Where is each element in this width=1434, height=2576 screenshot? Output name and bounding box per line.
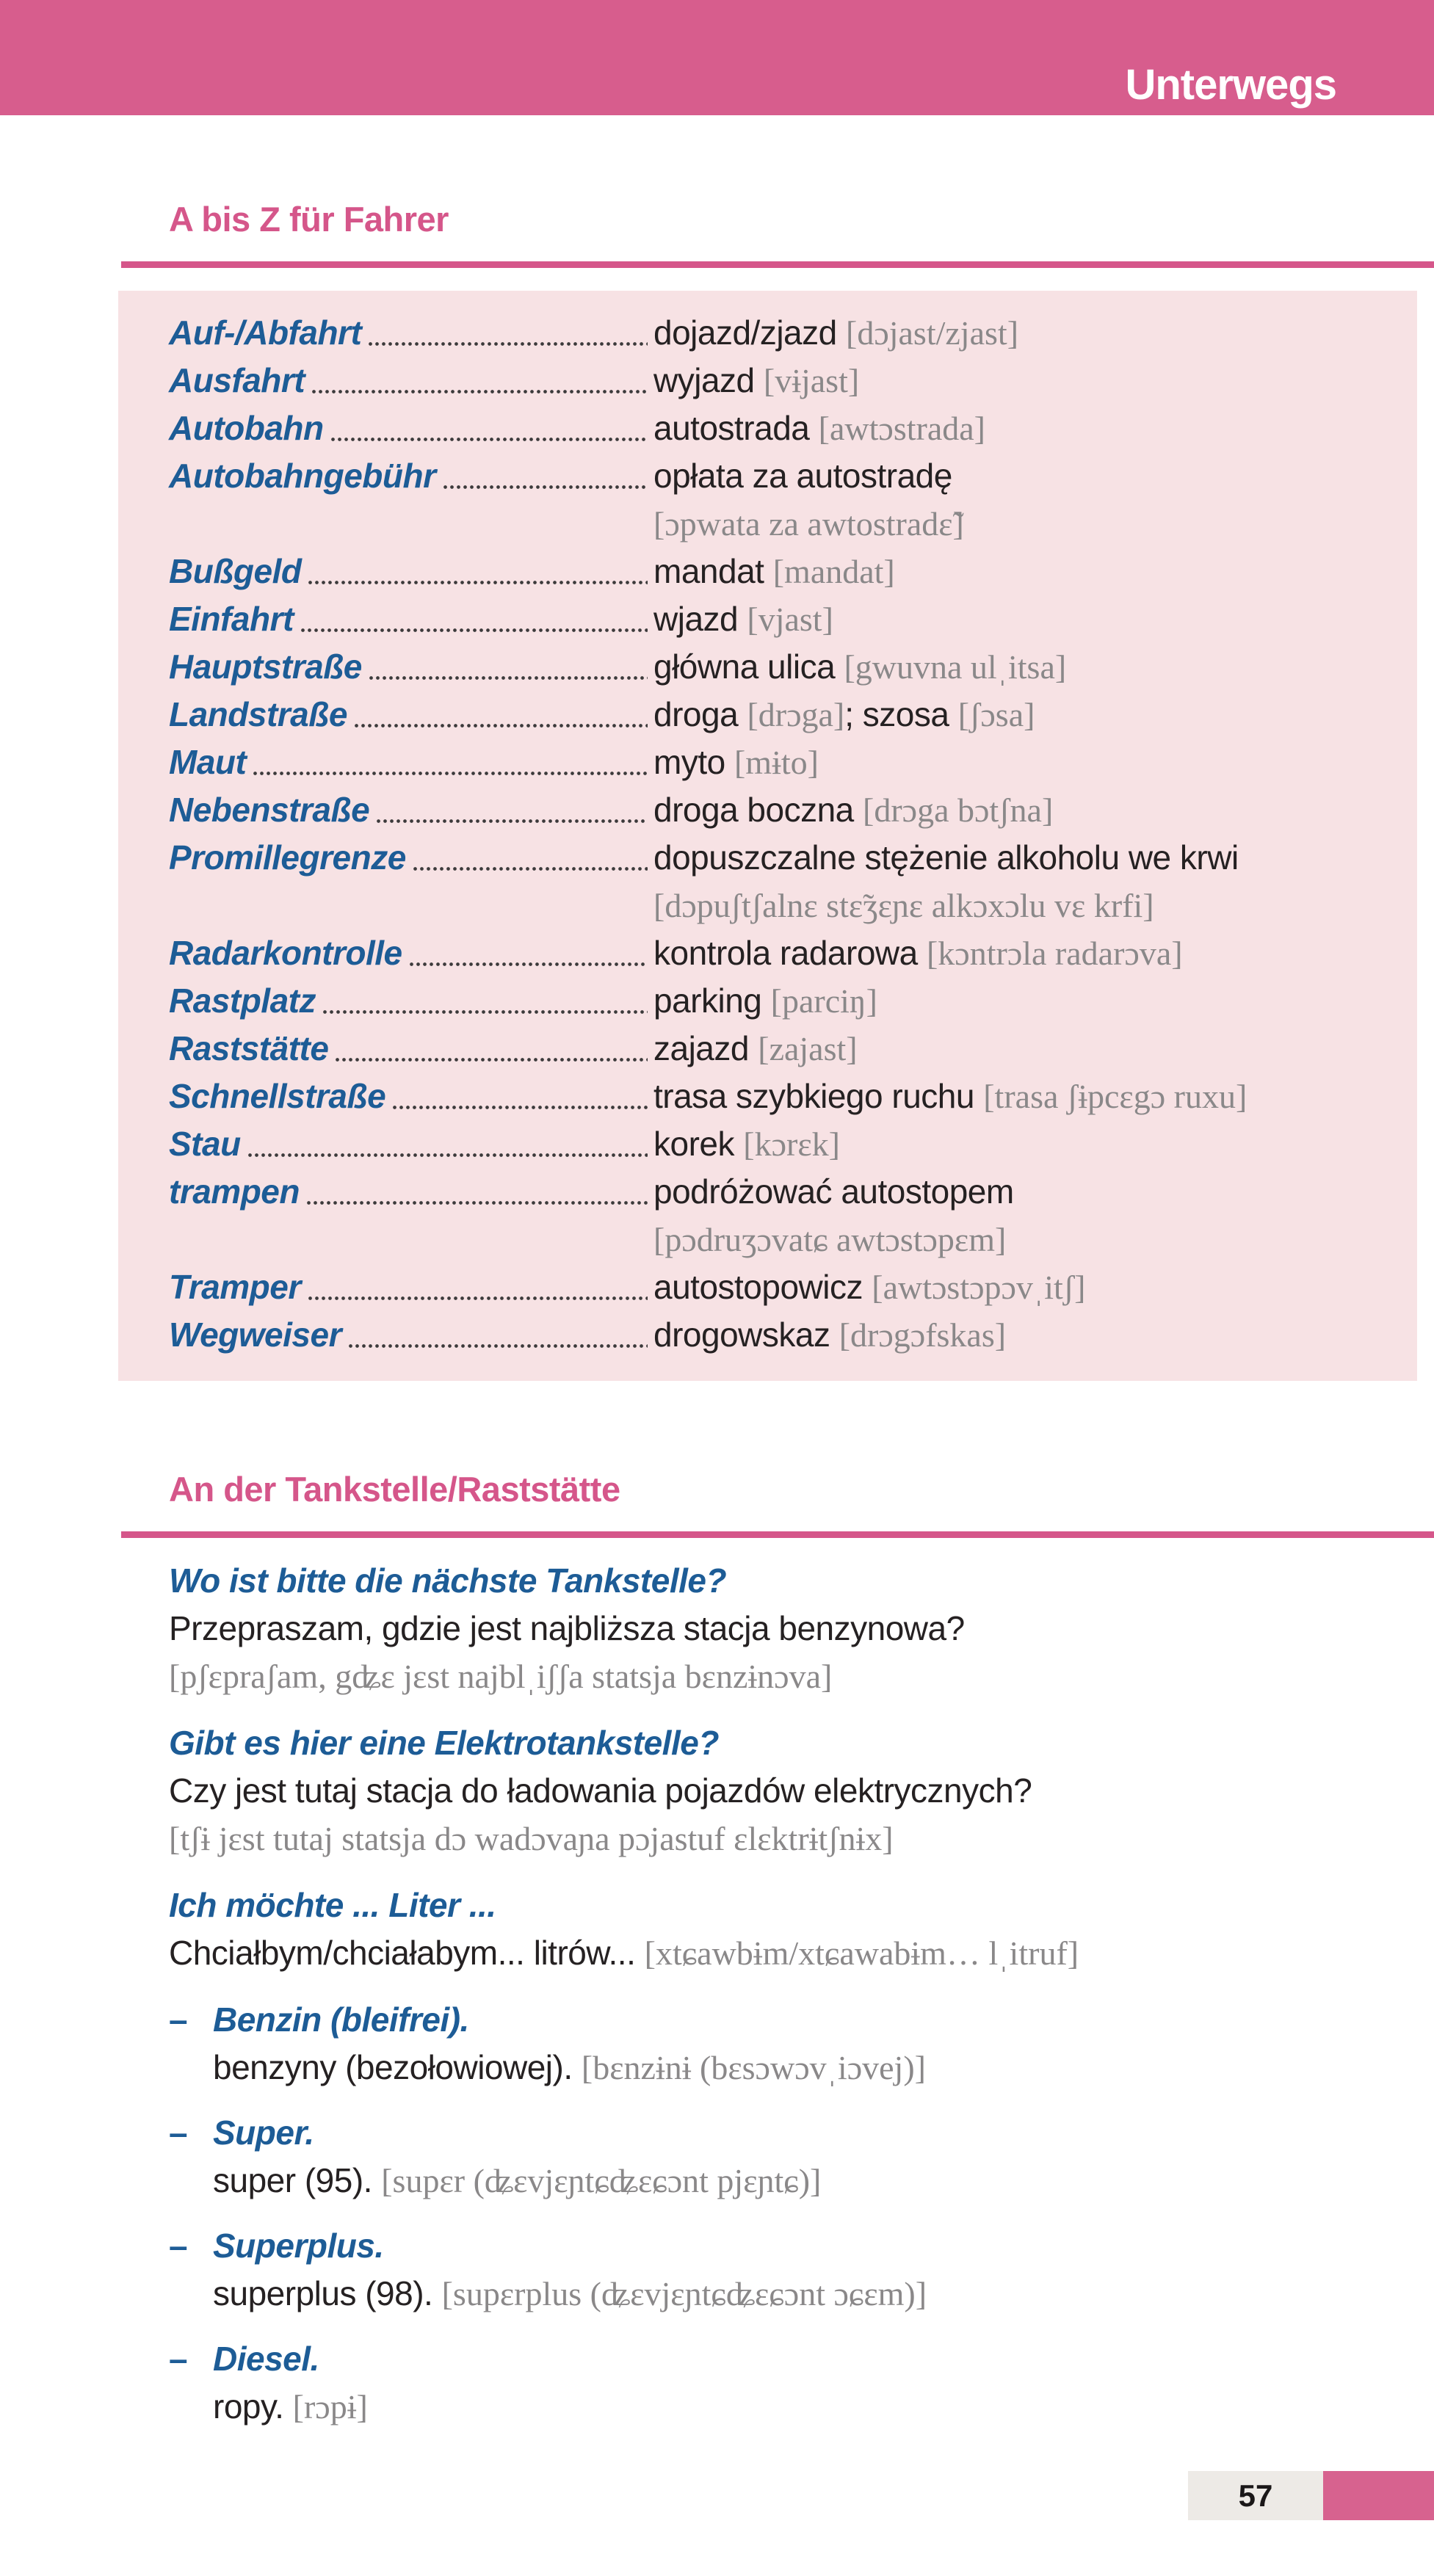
dictionary-box	[118, 291, 1417, 1381]
ipa-text: [mɨto]	[734, 744, 819, 781]
german-term-cell	[169, 595, 653, 643]
chapter-title: Unterwegs	[1125, 61, 1336, 109]
german-term: Landstraße	[169, 695, 347, 733]
german-term: Einfahrt	[169, 600, 294, 638]
dotted-leader	[442, 484, 648, 490]
polish-line	[169, 1767, 1434, 1815]
dotted-leader	[330, 436, 648, 443]
translation-cell	[653, 357, 1389, 404]
translation-cell	[653, 739, 1389, 786]
polish-line	[169, 1652, 1434, 1700]
dictionary-row	[169, 929, 1389, 977]
polish-line	[213, 2044, 1434, 2091]
german-term-cell	[169, 1311, 653, 1359]
german-term-cell	[169, 1120, 653, 1168]
translation-text: Przepraszam, gdzie jest najbliższa stacja benzynowa?	[169, 1609, 965, 1647]
german-term: Maut	[169, 743, 247, 781]
translation-text: autostopowicz	[653, 1268, 872, 1306]
polish-line	[169, 1929, 1434, 1977]
ipa-text: [drɔga bɔtʃna]	[863, 791, 1054, 829]
section-heading-tankstelle: An der Tankstelle/Raststätte	[169, 1470, 620, 1509]
translation-cell	[653, 834, 1389, 882]
dictionary-row	[169, 882, 1389, 929]
dotted-leader	[252, 770, 648, 777]
dotted-leader	[305, 1200, 648, 1206]
translation-text: opłata za autostradę	[653, 457, 952, 495]
german-term-cell	[169, 1025, 653, 1073]
translation-text: korek	[653, 1125, 744, 1163]
ipa-text: [drɔga]	[747, 696, 845, 733]
german-phrase: Super.	[213, 2114, 314, 2152]
translation-cell	[653, 643, 1389, 691]
german-phrase-line	[169, 1719, 1434, 1767]
dictionary-row	[169, 1025, 1389, 1073]
dictionary-row	[169, 834, 1389, 882]
translation-cell	[653, 977, 1389, 1025]
phrase-list	[169, 1557, 1434, 2431]
dictionary-row	[169, 1168, 1389, 1216]
translation-cell	[653, 548, 1389, 595]
page-number: 57	[1188, 2471, 1323, 2520]
fuel-option-block	[169, 2335, 1434, 2431]
translation-text: droga	[653, 695, 747, 733]
translation-cell	[653, 452, 1389, 500]
dictionary-row	[169, 1120, 1389, 1168]
german-term: Raststätte	[169, 1029, 329, 1067]
ipa-text: [supɛrplus (ʥɛvjɛɲtɕʥɛɕɔnt ɔɕɛm)]	[441, 2275, 927, 2312]
translation-cell	[653, 309, 1389, 357]
german-term-cell	[169, 1263, 653, 1311]
german-term: Wegweiser	[169, 1316, 341, 1354]
dictionary-row	[169, 786, 1389, 834]
translation-text: super (95).	[213, 2161, 382, 2199]
list-dash: –	[169, 2227, 188, 2265]
german-phrase-line	[169, 2222, 1434, 2270]
german-phrase-line	[169, 1557, 1434, 1605]
dotted-leader	[368, 675, 648, 681]
german-term-cell	[169, 357, 653, 404]
polish-line	[213, 2270, 1434, 2318]
translation-text: parking	[653, 982, 771, 1020]
ipa-text: [kɔntrɔla radarɔva]	[926, 935, 1183, 972]
german-term: Promillegrenze	[169, 838, 406, 877]
translation-cell	[653, 1263, 1389, 1311]
dictionary-row	[169, 1073, 1389, 1120]
german-phrase: Diesel.	[213, 2340, 319, 2378]
dotted-leader	[375, 818, 648, 824]
translation-cell	[653, 691, 1389, 739]
translation-text: ropy.	[213, 2387, 293, 2426]
list-dash: –	[169, 2340, 188, 2378]
german-phrase-line	[169, 1882, 1434, 1929]
polish-line	[169, 1605, 1434, 1652]
list-dash: –	[169, 2114, 188, 2152]
dictionary-row	[169, 643, 1389, 691]
dictionary-row	[169, 595, 1389, 643]
translation-text: zajazd	[653, 1029, 758, 1067]
german-term-cell	[169, 548, 653, 595]
ipa-text: [parciŋ]	[770, 982, 877, 1020]
ipa-text: [drɔgɔfskas]	[839, 1316, 1007, 1354]
ipa-text: [dɔpuʃtʃalnɛ stɛ̃ʒɛɲɛ alkɔxɔlu vɛ krfi]	[653, 887, 1154, 924]
translation-text: trasa szybkiego ruchu	[653, 1077, 984, 1115]
translation-text: dopuszczalne stężenie alkoholu we krwi	[653, 838, 1239, 877]
translation-cell	[653, 404, 1389, 452]
phrase-block	[169, 1557, 1434, 1700]
dictionary-row	[169, 357, 1389, 404]
german-term: Rastplatz	[169, 982, 316, 1020]
dictionary-row	[169, 548, 1389, 595]
german-term-cell	[169, 309, 653, 357]
german-term-cell	[169, 1168, 653, 1216]
dictionary-row	[169, 1263, 1389, 1311]
translation-cell	[653, 1120, 1389, 1168]
german-term-cell	[169, 834, 653, 882]
ipa-text: [supɛr (ʥɛvjɛɲtɕʥɛɕɔnt pjɛɲtɕ)]	[381, 2162, 822, 2199]
ipa-text: [xtɕawbɨm/xtɕawabɨm… lˌitruf]	[644, 1934, 1079, 1972]
dictionary-row	[169, 691, 1389, 739]
phrase-block	[169, 1882, 1434, 1977]
polish-line	[213, 2383, 1434, 2431]
translation-cell	[653, 1216, 1389, 1263]
dotted-leader	[334, 1056, 648, 1063]
translation-text: ; szosa	[844, 695, 958, 733]
dotted-leader	[347, 1343, 648, 1349]
german-phrase-line	[169, 2109, 1434, 2157]
section-rule	[121, 1531, 1434, 1538]
german-term-cell	[169, 929, 653, 977]
german-term: Nebenstraße	[169, 791, 370, 829]
ipa-text: [kɔrɛk]	[743, 1125, 840, 1163]
german-term-cell	[169, 1216, 653, 1263]
list-dash: –	[169, 2000, 188, 2039]
translation-text: Chciałbym/chciałabym... litrów...	[169, 1934, 645, 1972]
ipa-text: [vjast]	[747, 601, 833, 638]
ipa-text: [gwuvna ulˌitsa]	[844, 648, 1067, 686]
translation-cell	[653, 1168, 1389, 1216]
translation-cell	[653, 595, 1389, 643]
german-term-cell	[169, 691, 653, 739]
translation-text: Czy jest tutaj stacja do ładowania pojazdów elektrycznych?	[169, 1771, 1032, 1810]
translation-text: droga boczna	[653, 791, 863, 829]
translation-text: autostrada	[653, 409, 819, 447]
fuel-option-block	[169, 2222, 1434, 2318]
german-term: Bußgeld	[169, 552, 302, 590]
dictionary-row	[169, 404, 1389, 452]
dotted-leader	[307, 579, 648, 586]
dotted-leader	[391, 1104, 648, 1111]
polish-line	[169, 1815, 1434, 1862]
phrase-block	[169, 1719, 1434, 1862]
translation-text: superplus (98).	[213, 2274, 442, 2312]
dotted-leader	[353, 722, 648, 729]
ipa-text: [awtɔstɔpɔvˌitʃ]	[872, 1269, 1086, 1306]
translation-text: wjazd	[653, 600, 747, 638]
ipa-text: [bɛnzɨnɨ (bɛsɔwɔvˌiɔvej)]	[581, 2049, 926, 2086]
german-term: Tramper	[169, 1268, 301, 1306]
ipa-text: [zajast]	[758, 1030, 858, 1067]
translation-cell	[653, 500, 1389, 548]
german-term-cell	[169, 404, 653, 452]
polish-line	[213, 2157, 1434, 2205]
german-term-cell	[169, 500, 653, 548]
dictionary-rows	[169, 309, 1389, 1359]
dotted-leader	[300, 627, 648, 634]
german-phrase: Superplus.	[213, 2227, 384, 2265]
dotted-leader	[307, 1295, 648, 1302]
ipa-text: [ɔpwata za awtostradɛ̃]	[653, 505, 964, 543]
ipa-text: [vɨjast]	[763, 362, 860, 399]
german-phrase-line	[169, 2335, 1434, 2383]
ipa-text: [ʃɔsa]	[957, 696, 1035, 733]
ipa-text: [pɔdruʒɔvatɕ awtɔstɔpɛm]	[653, 1221, 1007, 1258]
german-term: Autobahngebühr	[169, 457, 436, 495]
german-term-cell	[169, 882, 653, 929]
german-term: Ausfahrt	[169, 361, 305, 399]
chapter-header-bar	[0, 0, 1434, 115]
translation-cell	[653, 1073, 1389, 1120]
translation-text: drogowskaz	[653, 1316, 839, 1354]
translation-cell	[653, 786, 1389, 834]
ipa-text: [dɔjast/zjast]	[846, 314, 1019, 352]
ipa-text: [rɔpɨ]	[292, 2388, 368, 2426]
dictionary-row	[169, 739, 1389, 786]
dotted-leader	[322, 1009, 648, 1015]
dotted-leader	[247, 1152, 648, 1158]
german-phrase: Ich möchte ... Liter ...	[169, 1886, 496, 1924]
dictionary-row	[169, 500, 1389, 548]
translation-text: wyjazd	[653, 361, 764, 399]
translation-cell	[653, 882, 1389, 929]
german-term: Hauptstraße	[169, 647, 362, 686]
german-term: Auf-/Abfahrt	[169, 313, 362, 352]
ipa-text: [mandat]	[772, 553, 895, 590]
german-phrase: Benzin (bleifrei).	[213, 2000, 469, 2039]
german-term: Stau	[169, 1125, 241, 1163]
german-term: Schnellstraße	[169, 1077, 386, 1115]
fuel-option-block	[169, 1996, 1434, 2091]
german-phrase-line	[169, 1996, 1434, 2044]
section-rule	[121, 261, 1434, 268]
ipa-text: [trasa ʃɨpcɛgɔ ruxu]	[983, 1078, 1247, 1115]
german-term-cell	[169, 643, 653, 691]
translation-cell	[653, 1311, 1389, 1359]
fuel-option-block	[169, 2109, 1434, 2205]
german-term-cell	[169, 739, 653, 786]
dictionary-row	[169, 1311, 1389, 1359]
translation-text: dojazd/zjazd	[653, 313, 846, 352]
translation-text: kontrola radarowa	[653, 934, 927, 972]
translation-cell	[653, 929, 1389, 977]
translation-text: mandat	[653, 552, 773, 590]
dotted-leader	[408, 961, 648, 968]
page-number-accent-bar	[1323, 2471, 1434, 2520]
dictionary-row	[169, 309, 1389, 357]
german-term-cell	[169, 786, 653, 834]
german-phrase: Gibt es hier eine Elektrotankstelle?	[169, 1724, 719, 1762]
ipa-text: [pʃɛpraʃam, gʥɛ jɛst najblˌiʃʃa statsja bɛnzɨnɔva]	[169, 1658, 833, 1695]
german-term: trampen	[169, 1172, 300, 1211]
german-phrase: Wo ist bitte die nächste Tankstelle?	[169, 1561, 727, 1600]
german-term: Autobahn	[169, 409, 324, 447]
dotted-leader	[412, 866, 648, 872]
ipa-text: [awtɔstrada]	[818, 410, 985, 447]
dictionary-row	[169, 452, 1389, 500]
translation-cell	[653, 1025, 1389, 1073]
ipa-text: [tʃɨ jɛst tutaj statsja dɔ wadɔvaɲa pɔjastuf ɛlɛktrɨtʃnɨx]	[169, 1820, 894, 1857]
dotted-leader	[367, 341, 648, 347]
german-term-cell	[169, 977, 653, 1025]
german-term-cell	[169, 452, 653, 500]
translation-text: podróżować autostopem	[653, 1172, 1014, 1211]
translation-text: benzyny (bezołowiowej).	[213, 2048, 582, 2086]
section-heading-a-bis-z: A bis Z für Fahrer	[169, 200, 449, 239]
german-term-cell	[169, 1073, 653, 1120]
dotted-leader	[311, 388, 648, 395]
page-footer	[1188, 2471, 1434, 2520]
translation-text: główna ulica	[653, 647, 844, 686]
dictionary-row	[169, 1216, 1389, 1263]
dictionary-row	[169, 977, 1389, 1025]
translation-text: myto	[653, 743, 734, 781]
german-term: Radarkontrolle	[169, 934, 402, 972]
